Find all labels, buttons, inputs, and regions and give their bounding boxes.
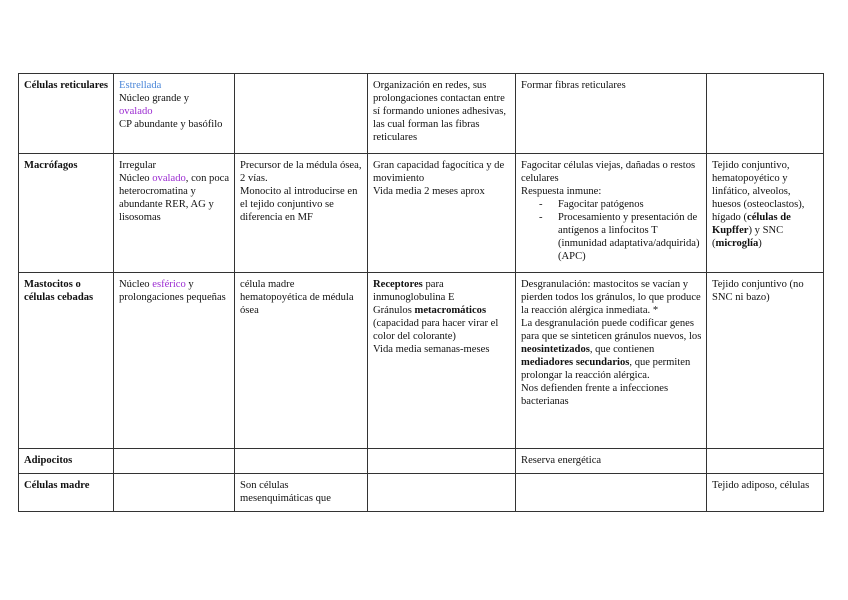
row-header-madre: Células madre xyxy=(19,474,114,512)
function-line: Vida media 2 meses aprox xyxy=(373,186,485,197)
row-header-mastocitos: Mastocitos o células cebadas xyxy=(19,273,114,449)
table-row xyxy=(19,449,824,474)
cytoplasm-text: CP abundante y basófilo xyxy=(119,119,223,130)
table-row xyxy=(19,74,824,154)
mastocitos-morphology xyxy=(114,273,235,449)
row-header-macrofagos: Macrófagos xyxy=(19,154,114,273)
shape-text: Irregular xyxy=(119,160,157,171)
receptores-suffix: para inmunoglobulina E xyxy=(373,279,455,303)
microglia-term: microglía xyxy=(715,238,759,249)
macrofagos-location xyxy=(707,154,824,273)
madre-origin: Son células mesenquimáticas que xyxy=(235,474,368,512)
reticulares-origin xyxy=(235,74,368,154)
table-row xyxy=(19,474,824,512)
list-item: - Fagocitar patógenos xyxy=(521,198,702,211)
list-item: - Procesamiento y presentación de antígenos a linfocitos T (inmunidad adaptativa/adquirida) (APC) xyxy=(521,211,702,263)
nucleus-suffix: , con poca heterocromatina y abundante RER, AG y lisosomas xyxy=(119,173,230,223)
role-list xyxy=(521,198,702,263)
mediadores-term: mediadores secundarios xyxy=(521,357,630,368)
nucleus-suffix: y prolongaciones pequeñas xyxy=(119,279,226,303)
role-line xyxy=(521,317,702,382)
location-suffix: ) xyxy=(758,238,762,249)
role-line: Nos defienden frente a infecciones bacterianas xyxy=(521,383,669,407)
nucleus-prefix: Núcleo xyxy=(119,173,150,184)
mastocitos-location: Tejido conjuntivo (no SNC ni bazo) xyxy=(707,273,824,449)
nucleus-shape: ovalado xyxy=(119,106,153,117)
location-prefix: Tejido conjuntivo, hematopoyético y linfático, alveolos, huesos (osteoclastos), hígado ( xyxy=(712,160,805,223)
function-line xyxy=(373,304,511,343)
macrofagos-function xyxy=(368,154,516,273)
role-mid: , que contienen xyxy=(589,344,655,355)
row-header-adipocitos: Adipocitos xyxy=(19,449,114,474)
reticulares-function: Organización en redes, sus prolongaciones contactan entre sí formando uniones adhesivas, las cual forman las fibras reticulares xyxy=(368,74,516,154)
table-row xyxy=(19,273,824,449)
macrofagos-role xyxy=(516,154,707,273)
adipocitos-origin xyxy=(235,449,368,474)
nucleus-prefix: Núcleo grande y xyxy=(119,93,190,104)
reticulares-location xyxy=(707,74,824,154)
function-line: Vida media semanas-meses xyxy=(373,344,490,355)
role-line: Desgranulación: mastocitos se vacían y pierden todos los gránulos, lo que produce la reacción alérgica inmediata. * xyxy=(521,279,701,316)
nucleus-shape: ovalado xyxy=(152,173,186,184)
reticulares-morphology xyxy=(114,74,235,154)
mastocitos-function xyxy=(368,273,516,449)
adipocitos-morphology xyxy=(114,449,235,474)
role-suffix: , que permiten prolongar la reacción alérgica. xyxy=(521,357,691,381)
role-prefix: La desgranulación puede codificar genes para que se sinteticen gránulos nuevos, los xyxy=(521,318,702,342)
kupffer-term: células de Kupffer xyxy=(712,212,791,236)
madre-role xyxy=(516,474,707,512)
receptores-term: Receptores xyxy=(373,279,423,290)
macrofagos-origin xyxy=(235,154,368,273)
neosintetizados-term: neosintetizados xyxy=(521,344,590,355)
origin-line: Monocito al introducirse en el tejido conjuntivo se diferencia en MF xyxy=(240,186,358,223)
reticulares-role: Formar fibras reticulares xyxy=(516,74,707,154)
granulos-prefix: Gránulos xyxy=(373,305,415,316)
shape-text: Estrellada xyxy=(119,80,162,91)
granulos-suffix: (capacidad para hacer virar el color del colorante) xyxy=(373,318,499,342)
nucleus-shape: esférico xyxy=(152,279,186,290)
function-line: Gran capacidad fagocítica y de movimiento xyxy=(373,160,505,184)
nucleus-prefix: Núcleo xyxy=(119,279,150,290)
metacromaticos-term: metacromáticos xyxy=(414,305,487,316)
madre-function xyxy=(368,474,516,512)
function-line xyxy=(373,278,511,304)
row-header-reticulares: Células reticulares xyxy=(19,74,114,154)
cell-types-table xyxy=(18,73,824,512)
madre-morphology xyxy=(114,474,235,512)
role-line: Respuesta inmune: xyxy=(521,186,602,197)
adipocitos-role: Reserva energética xyxy=(516,449,707,474)
nucleus-text xyxy=(119,172,230,224)
table-row xyxy=(19,154,824,273)
location-mid: ) y SNC ( xyxy=(712,225,784,249)
mastocitos-origin: célula madre hematopoyética de médula ósea xyxy=(235,273,368,449)
nucleus-text xyxy=(119,92,230,118)
macrofagos-morphology xyxy=(114,154,235,273)
role-line: Fagocitar células viejas, dañadas o restos celulares xyxy=(521,160,696,184)
adipocitos-function xyxy=(368,449,516,474)
madre-location: Tejido adiposo, células xyxy=(707,474,824,512)
adipocitos-location xyxy=(707,449,824,474)
origin-line: Precursor de la médula ósea, 2 vías. xyxy=(240,160,362,184)
mastocitos-role xyxy=(516,273,707,449)
